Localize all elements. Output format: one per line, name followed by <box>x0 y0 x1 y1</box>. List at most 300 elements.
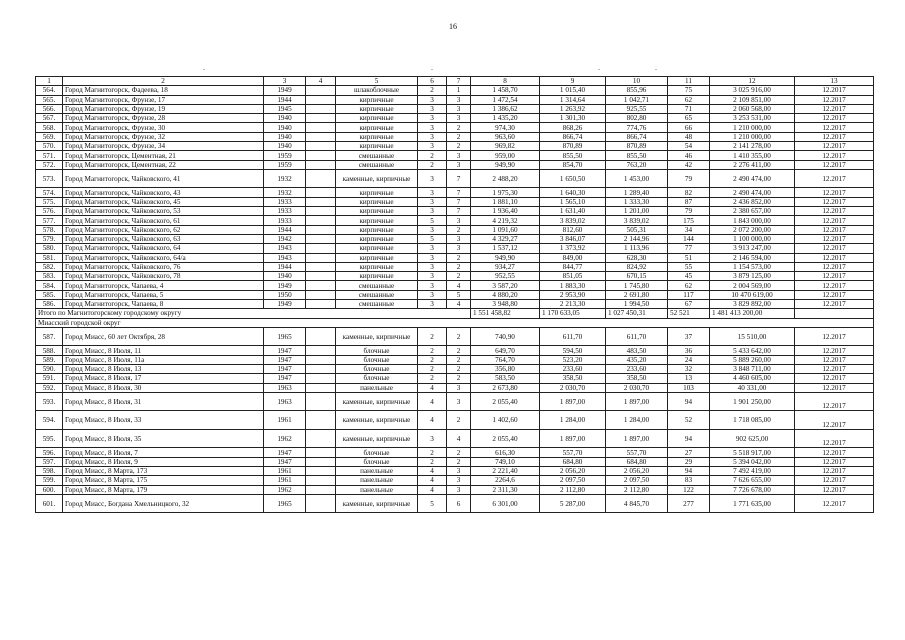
address-cell: Город Магнитогорск, Чайковского, 45 <box>63 197 264 206</box>
subtotal-row <box>36 309 874 318</box>
total-area-cell: 934,27 <box>471 262 540 271</box>
cost-cell: 1 210 000,00 <box>710 123 795 132</box>
deadline-cell: 12.2017 <box>795 300 874 309</box>
deadline-cell: 12.2017 <box>795 467 874 476</box>
year-built-cell: 1933 <box>264 216 306 225</box>
wall-material-cell: смешанные <box>336 151 418 160</box>
residents-count-cell: 87 <box>668 197 710 206</box>
wall-material-cell: блочные <box>336 457 418 466</box>
floors-cell: 3 <box>418 281 447 290</box>
region-heading: Миасский городской округ <box>36 318 874 327</box>
floors-cell: 3 <box>418 188 447 197</box>
residential-area-cell: 870,89 <box>540 142 606 151</box>
address-cell: Город Магнитогорск, Фрунзе, 19 <box>63 104 264 113</box>
year-built-cell: 1947 <box>264 365 306 374</box>
column-7-cell: 2 <box>447 225 471 234</box>
column-7-cell: 3 <box>447 216 471 225</box>
column-4-cell <box>306 95 336 104</box>
cost-cell: 2 072 200,00 <box>710 225 795 234</box>
residents-count-cell: 45 <box>668 272 710 281</box>
table-row <box>36 327 874 346</box>
column-number-header: 12 <box>710 77 795 86</box>
column-7-cell: 2 <box>447 355 471 364</box>
total-area-cell: 974,30 <box>471 123 540 132</box>
total-area-cell: 1 435,20 <box>471 114 540 123</box>
residential-area-cell: 866,74 <box>540 132 606 141</box>
floors-cell: 3 <box>418 197 447 206</box>
floors-cell: 4 <box>418 476 447 485</box>
column-7-cell: 7 <box>447 197 471 206</box>
address-cell: Город Миасс, 8 Марта, 179 <box>63 485 264 494</box>
wall-material-cell: кирпичные <box>336 207 418 216</box>
column-4-cell <box>306 253 336 262</box>
housing-register-table <box>35 76 874 513</box>
floors-cell: 2 <box>418 86 447 95</box>
cost-cell: 1 718 085,00 <box>710 411 795 430</box>
table-row <box>36 365 874 374</box>
deadline-cell: 12.2017 <box>795 169 874 188</box>
cost-cell: 3 829 892,00 <box>710 300 795 309</box>
row-number: 588. <box>36 346 63 355</box>
address-cell: Город Магнитогорск, Цементная, 22 <box>63 160 264 169</box>
deadline-cell: 12.2017 <box>795 216 874 225</box>
column-10-cell: 483,50 <box>606 346 668 355</box>
table-row <box>36 188 874 197</box>
total-area-cell: 616,30 <box>471 448 540 457</box>
column-4-cell <box>306 151 336 160</box>
cost-cell: 2 380 657,00 <box>710 207 795 216</box>
column-10-cell: 628,30 <box>606 253 668 262</box>
scan-mark: - <box>655 67 657 73</box>
year-built-cell: 1944 <box>264 95 306 104</box>
table-row <box>36 114 874 123</box>
total-area-cell: 1 975,30 <box>471 188 540 197</box>
table-row <box>36 104 874 113</box>
table-row <box>36 160 874 169</box>
cost-cell: 7 726 678,00 <box>710 485 795 494</box>
row-number: 586. <box>36 300 63 309</box>
column-7-cell: 2 <box>447 457 471 466</box>
column-4-cell <box>306 114 336 123</box>
floors-cell: 3 <box>418 225 447 234</box>
column-7-cell: 3 <box>447 151 471 160</box>
table-row <box>36 244 874 253</box>
cost-cell: 1 410 355,00 <box>710 151 795 160</box>
row-number: 601. <box>36 494 63 513</box>
column-10-cell: 824,92 <box>606 262 668 271</box>
table-row <box>36 95 874 104</box>
column-7-cell: 4 <box>447 300 471 309</box>
cost-cell: 3 848 711,00 <box>710 365 795 374</box>
wall-material-cell: кирпичные <box>336 114 418 123</box>
deadline-cell: 12.2017 <box>795 207 874 216</box>
row-number: 597. <box>36 457 63 466</box>
year-built-cell: 1942 <box>264 234 306 243</box>
column-10-cell: 925,55 <box>606 104 668 113</box>
wall-material-cell: блочные <box>336 346 418 355</box>
deadline-cell: 12.2017 <box>795 123 874 132</box>
column-7-cell: 2 <box>447 346 471 355</box>
column-7-cell: 2 <box>447 411 471 430</box>
scan-mark: - <box>598 67 600 73</box>
floors-cell: 4 <box>418 383 447 392</box>
address-cell: Город Магнитогорск, Чайковского, 64/а <box>63 253 264 262</box>
floors-cell: 3 <box>418 244 447 253</box>
residential-area-cell: 1 314,64 <box>540 95 606 104</box>
column-number-header: 13 <box>795 77 874 86</box>
total-area-cell: 2 311,30 <box>471 485 540 494</box>
residents-count-cell: 65 <box>668 114 710 123</box>
column-7-cell: 3 <box>447 467 471 476</box>
row-number: 582. <box>36 262 63 271</box>
residential-area-cell: 2 097,50 <box>540 476 606 485</box>
column-4-cell <box>306 467 336 476</box>
column-10-cell: 505,31 <box>606 225 668 234</box>
total-area-cell: 1 936,40 <box>471 207 540 216</box>
column-4-cell <box>306 132 336 141</box>
row-number: 577. <box>36 216 63 225</box>
wall-material-cell: кирпичные <box>336 197 418 206</box>
column-7-cell: 2 <box>447 272 471 281</box>
residential-area-cell: 868,26 <box>540 123 606 132</box>
floors-cell: 2 <box>418 327 447 346</box>
deadline-cell: 12.2017 <box>795 383 874 392</box>
residents-count-cell: 27 <box>668 448 710 457</box>
wall-material-cell: кирпичные <box>336 253 418 262</box>
cost-cell: 2 436 852,00 <box>710 197 795 206</box>
wall-material-cell: каменные, кирпичные <box>336 429 418 448</box>
year-built-cell: 1950 <box>264 290 306 299</box>
total-area-cell: 4 880,20 <box>471 290 540 299</box>
year-built-cell: 1949 <box>264 86 306 95</box>
row-number: 589. <box>36 355 63 364</box>
address-cell: Город Магнитогорск, Чайковского, 62 <box>63 225 264 234</box>
residents-count-cell: 94 <box>668 467 710 476</box>
total-area-cell: 952,55 <box>471 272 540 281</box>
residential-area-cell: 594,50 <box>540 346 606 355</box>
total-area-cell: 4 329,27 <box>471 234 540 243</box>
table-row <box>36 392 874 411</box>
residential-area-cell: 1 640,30 <box>540 188 606 197</box>
total-area-cell: 764,70 <box>471 355 540 364</box>
column-4-cell <box>306 262 336 271</box>
column-10-cell: 2 112,80 <box>606 485 668 494</box>
column-4-cell <box>306 225 336 234</box>
table-row <box>36 448 874 457</box>
total-area-cell: 1 537,12 <box>471 244 540 253</box>
cost-cell: 4 460 605,00 <box>710 374 795 383</box>
residential-area-cell: 1 301,30 <box>540 114 606 123</box>
column-10-cell: 1 453,00 <box>606 169 668 188</box>
floors-cell: 2 <box>418 355 447 364</box>
residents-count-cell: 77 <box>668 244 710 253</box>
total-area-cell: 583,50 <box>471 374 540 383</box>
address-cell: Город Магнитогорск, Фрунзе, 17 <box>63 95 264 104</box>
cost-cell: 2 109 851,00 <box>710 95 795 104</box>
column-10-cell: 233,60 <box>606 365 668 374</box>
row-number: 569. <box>36 132 63 141</box>
residential-area-cell: 1 373,92 <box>540 244 606 253</box>
table-row <box>36 290 874 299</box>
residents-count-cell: 54 <box>668 142 710 151</box>
address-cell: Город Магнитогорск, Фрунзе, 28 <box>63 114 264 123</box>
wall-material-cell: кирпичные <box>336 142 418 151</box>
year-built-cell: 1944 <box>264 225 306 234</box>
deadline-cell: 12.2017 <box>795 197 874 206</box>
residential-area-cell: 2 056,20 <box>540 467 606 476</box>
total-area-cell: 1 402,60 <box>471 411 540 430</box>
row-number: 573. <box>36 169 63 188</box>
residents-count-cell: 48 <box>668 132 710 141</box>
cost-cell: 2 276 411,00 <box>710 160 795 169</box>
table-row <box>36 151 874 160</box>
residential-area-cell: 3 846,07 <box>540 234 606 243</box>
residential-area-cell: 523,20 <box>540 355 606 364</box>
floors-cell: 4 <box>418 411 447 430</box>
year-built-cell: 1933 <box>264 197 306 206</box>
wall-material-cell: смешанные <box>336 300 418 309</box>
wall-material-cell: кирпичные <box>336 244 418 253</box>
address-cell: Город Миасс, Богдана Хмельницкого, 32 <box>63 494 264 513</box>
floors-cell: 3 <box>418 253 447 262</box>
total-area-cell: 2 221,40 <box>471 467 540 476</box>
row-number: 579. <box>36 234 63 243</box>
column-10-cell: 802,80 <box>606 114 668 123</box>
cost-cell: 2 490 474,00 <box>710 169 795 188</box>
column-7-cell: 2 <box>447 253 471 262</box>
table-row <box>36 346 874 355</box>
floors-cell: 2 <box>418 374 447 383</box>
year-built-cell: 1949 <box>264 300 306 309</box>
deadline-cell: 12.2017 <box>795 411 874 430</box>
column-number-header: 3 <box>264 77 306 86</box>
year-built-cell: 1947 <box>264 346 306 355</box>
floors-cell: 3 <box>418 104 447 113</box>
column-10-cell: 774,76 <box>606 123 668 132</box>
deadline-cell: 12.2017 <box>795 225 874 234</box>
column-10-cell: 2 097,50 <box>606 476 668 485</box>
floors-cell: 4 <box>418 467 447 476</box>
column-4-cell <box>306 300 336 309</box>
total-area-cell: 3 948,80 <box>471 300 540 309</box>
column-4-cell <box>306 411 336 430</box>
floors-cell: 2 <box>418 448 447 457</box>
year-built-cell: 1943 <box>264 244 306 253</box>
column-4-cell <box>306 188 336 197</box>
floors-cell: 2 <box>418 151 447 160</box>
residents-count-cell: 94 <box>668 429 710 448</box>
address-cell: Город Миасс, 8 Июля, 11а <box>63 355 264 364</box>
scan-mark: - <box>431 67 433 73</box>
column-7-cell: 3 <box>447 476 471 485</box>
floors-cell: 3 <box>418 132 447 141</box>
address-cell: Город Миасс, 60 лет Октября, 28 <box>63 327 264 346</box>
table-row <box>36 197 874 206</box>
year-built-cell: 1945 <box>264 104 306 113</box>
row-number: 566. <box>36 104 63 113</box>
column-4-cell <box>306 448 336 457</box>
deadline-cell: 12.2017 <box>795 188 874 197</box>
residential-area-cell: 849,00 <box>540 253 606 262</box>
region-heading-row <box>36 318 874 327</box>
column-10-cell: 1 284,00 <box>606 411 668 430</box>
column-7-cell: 4 <box>447 429 471 448</box>
wall-material-cell: панельные <box>336 467 418 476</box>
deadline-cell: 12.2017 <box>795 114 874 123</box>
table-row <box>36 429 874 448</box>
cost-cell: 1 100 000,00 <box>710 234 795 243</box>
floors-cell: 3 <box>418 114 447 123</box>
column-7-cell: 3 <box>447 392 471 411</box>
cost-cell: 5 433 642,00 <box>710 346 795 355</box>
column-7-cell: 3 <box>447 104 471 113</box>
column-10-cell: 670,15 <box>606 272 668 281</box>
row-number: 592. <box>36 383 63 392</box>
residential-area-cell: 2 112,80 <box>540 485 606 494</box>
year-built-cell: 1962 <box>264 429 306 448</box>
residents-count-cell: 52 <box>668 411 710 430</box>
column-4-cell <box>306 374 336 383</box>
table-row <box>36 207 874 216</box>
column-4-cell <box>306 365 336 374</box>
deadline-cell: 12.2017 <box>795 448 874 457</box>
cost-cell: 3 913 247,00 <box>710 244 795 253</box>
column-4-cell <box>306 104 336 113</box>
address-cell: Город Миасс, 8 Июля, 17 <box>63 374 264 383</box>
residents-count-cell: 103 <box>668 383 710 392</box>
column-number-header: 9 <box>540 77 606 86</box>
row-number: 574. <box>36 188 63 197</box>
table-row <box>36 485 874 494</box>
wall-material-cell: каменные, кирпичные <box>336 169 418 188</box>
deadline-cell: 12.2017 <box>795 374 874 383</box>
column-7-cell: 3 <box>447 383 471 392</box>
wall-material-cell: блочные <box>336 365 418 374</box>
year-built-cell: 1940 <box>264 142 306 151</box>
floors-cell: 3 <box>418 300 447 309</box>
column-4-cell <box>306 86 336 95</box>
address-cell: Город Магнитогорск, Чайковского, 64 <box>63 244 264 253</box>
subtotal-value: 1 551 458,82 <box>471 309 540 318</box>
column-7-cell: 6 <box>447 494 471 513</box>
column-10-cell: 358,50 <box>606 374 668 383</box>
address-cell: Город Миасс, 8 Марта, 175 <box>63 476 264 485</box>
address-cell: Город Магнитогорск, Фадеева, 18 <box>63 86 264 95</box>
table-row <box>36 225 874 234</box>
column-4-cell <box>306 123 336 132</box>
address-cell: Город Магнитогорск, Чайковского, 41 <box>63 169 264 188</box>
table-row <box>36 281 874 290</box>
floors-cell: 5 <box>418 494 447 513</box>
row-number: 580. <box>36 244 63 253</box>
residents-count-cell: 79 <box>668 207 710 216</box>
row-number: 584. <box>36 281 63 290</box>
column-10-cell: 870,89 <box>606 142 668 151</box>
row-number: 568. <box>36 123 63 132</box>
cost-cell: 902 625,00 <box>710 429 795 448</box>
column-4-cell <box>306 327 336 346</box>
deadline-cell: 12.2017 <box>795 95 874 104</box>
address-cell: Город Магнитогорск, Чайковского, 78 <box>63 272 264 281</box>
total-area-cell: 2 673,80 <box>471 383 540 392</box>
residential-area-cell: 844,77 <box>540 262 606 271</box>
total-area-cell: 6 301,00 <box>471 494 540 513</box>
table-row <box>36 467 874 476</box>
wall-material-cell: шлакоблочные <box>336 86 418 95</box>
wall-material-cell: панельные <box>336 383 418 392</box>
deadline-cell: 12.2017 <box>795 365 874 374</box>
wall-material-cell: кирпичные <box>336 234 418 243</box>
residents-count-cell: 55 <box>668 262 710 271</box>
wall-material-cell: каменные, кирпичные <box>336 392 418 411</box>
column-7-cell: 3 <box>447 95 471 104</box>
residents-count-cell: 37 <box>668 327 710 346</box>
deadline-cell: 12.2017 <box>795 151 874 160</box>
cost-cell: 2 004 569,00 <box>710 281 795 290</box>
row-number: 599. <box>36 476 63 485</box>
address-cell: Город Магнитогорск, Чапаева, 5 <box>63 290 264 299</box>
residents-count-cell: 79 <box>668 169 710 188</box>
deadline-cell: 12.2017 <box>795 272 874 281</box>
address-cell: Город Магнитогорск, Чайковского, 61 <box>63 216 264 225</box>
residents-count-cell: 277 <box>668 494 710 513</box>
column-7-cell: 3 <box>447 244 471 253</box>
wall-material-cell: кирпичные <box>336 225 418 234</box>
floors-cell: 4 <box>418 392 447 411</box>
address-cell: Город Магнитогорск, Фрунзе, 32 <box>63 132 264 141</box>
column-10-cell: 684,80 <box>606 457 668 466</box>
total-area-cell: 959,00 <box>471 151 540 160</box>
floors-cell: 3 <box>418 262 447 271</box>
year-built-cell: 1947 <box>264 374 306 383</box>
page-number: 16 <box>449 22 457 31</box>
column-number-header: 2 <box>63 77 264 86</box>
year-built-cell: 1959 <box>264 151 306 160</box>
deadline-cell: 12.2017 <box>795 494 874 513</box>
residential-area-cell: 3 839,02 <box>540 216 606 225</box>
address-cell: Город Магнитогорск, Фрунзе, 30 <box>63 123 264 132</box>
scan-mark: - <box>203 67 205 73</box>
wall-material-cell: панельные <box>336 476 418 485</box>
column-10-cell: 3 839,02 <box>606 216 668 225</box>
residents-count-cell: 36 <box>668 346 710 355</box>
column-4-cell <box>306 281 336 290</box>
column-4-cell <box>306 234 336 243</box>
table-row <box>36 411 874 430</box>
cost-cell: 1 154 573,00 <box>710 262 795 271</box>
row-number: 572. <box>36 160 63 169</box>
residential-area-cell: 1 631,40 <box>540 207 606 216</box>
table-row <box>36 216 874 225</box>
column-10-cell: 763,20 <box>606 160 668 169</box>
wall-material-cell: блочные <box>336 355 418 364</box>
subtotal-value: 1 027 450,31 <box>606 309 668 318</box>
year-built-cell: 1949 <box>264 281 306 290</box>
floors-cell: 3 <box>418 123 447 132</box>
floors-cell: 3 <box>418 290 447 299</box>
residential-area-cell: 1 263,92 <box>540 104 606 113</box>
column-4-cell <box>306 476 336 485</box>
residents-count-cell: 67 <box>668 300 710 309</box>
year-built-cell: 1944 <box>264 262 306 271</box>
total-area-cell: 3 587,20 <box>471 281 540 290</box>
wall-material-cell: смешанные <box>336 281 418 290</box>
deadline-cell: 12.2017 <box>795 244 874 253</box>
deadline-cell: 12.2017 <box>795 429 874 448</box>
row-number: 576. <box>36 207 63 216</box>
residential-area-cell: 854,70 <box>540 160 606 169</box>
total-area-cell: 1 458,70 <box>471 86 540 95</box>
